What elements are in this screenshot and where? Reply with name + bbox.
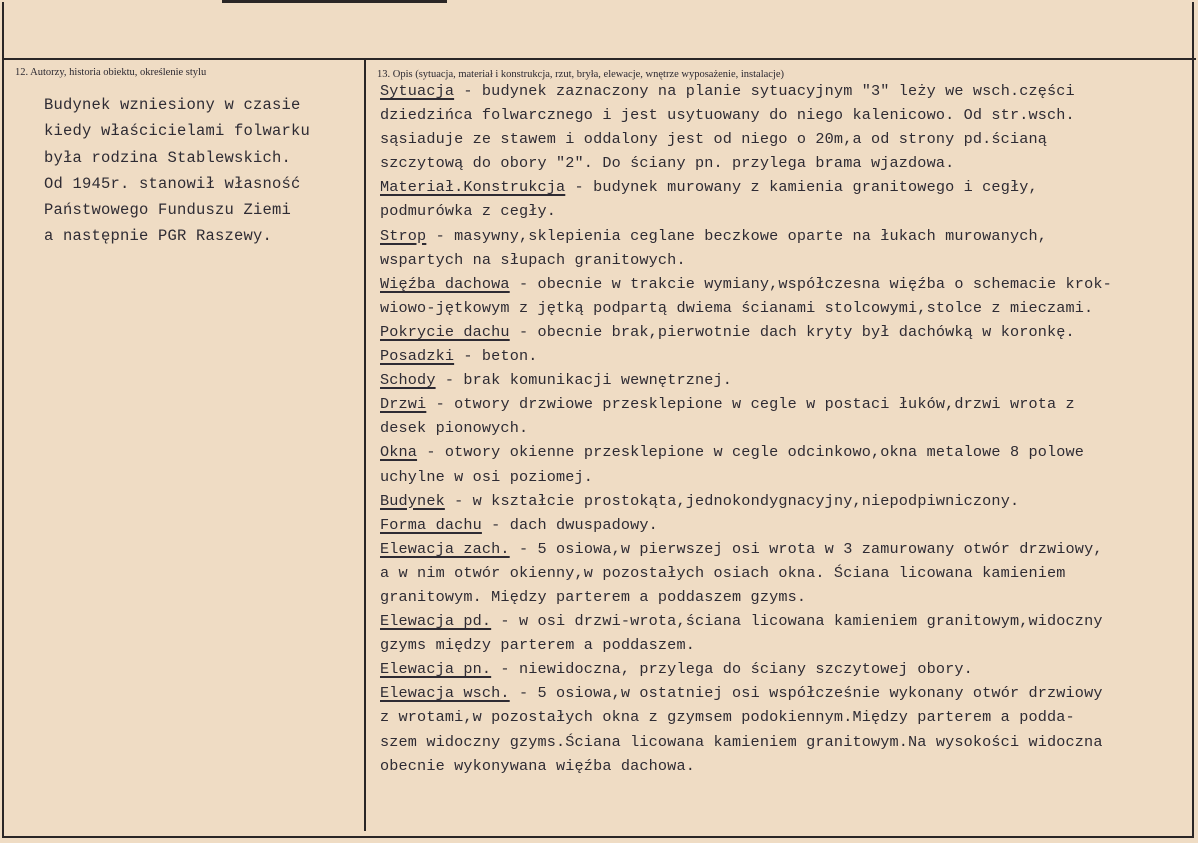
history-line: a następnie PGR Raszewy. — [44, 227, 273, 246]
entry-text: - obecnie brak,pierwotnie dach kryty był dachówką w koronkę. — [509, 322, 1075, 341]
entry-heading: Więźba dachowa — [380, 274, 510, 293]
entry-text: obecnie wykonywana więźba dachowa. — [380, 756, 695, 775]
description-line — [380, 681, 1190, 705]
description-line — [380, 657, 1190, 681]
entry-heading: Posadzki — [380, 347, 455, 366]
section-12-text — [44, 92, 354, 250]
description-entry — [380, 657, 1190, 681]
entry-text: - 5 osiowa,w ostatniej osi współcześnie wykonany otwór drzwiowy — [509, 684, 1103, 703]
description-line — [380, 465, 1190, 489]
description-line — [380, 224, 1190, 248]
entry-text: granitowym. Między parterem a poddaszem gzyms. — [380, 587, 807, 606]
entry-heading: Elewacja zach. — [380, 539, 510, 558]
description-entry — [380, 272, 1190, 320]
description-line — [380, 392, 1190, 416]
entry-text: - 5 osiowa,w pierwszej osi wrota w 3 zamurowany otwór drzwiowy, — [509, 539, 1103, 558]
description-line — [380, 127, 1190, 151]
entry-text: desek pionowych. — [380, 419, 529, 438]
entry-text: - niewidoczna, przylega do ściany szczytowej obory. — [491, 660, 973, 679]
description-line — [380, 151, 1190, 175]
description-line — [380, 440, 1190, 464]
entry-text: gzyms między parterem a poddaszem. — [380, 636, 695, 655]
description-entry — [380, 368, 1190, 392]
description-line — [380, 103, 1190, 127]
description-entry — [380, 175, 1190, 223]
entry-text: wspartych na słupach granitowych. — [380, 250, 686, 269]
description-line — [380, 730, 1190, 754]
entry-heading: Okna — [380, 443, 418, 462]
entry-heading: Drzwi — [380, 395, 427, 414]
history-line: Od 1945r. stanowił własność — [44, 174, 301, 193]
entry-text: - beton. — [454, 347, 538, 366]
description-entry — [380, 79, 1190, 175]
entry-text: sąsiaduje ze stawem i oddalony jest od niego o 20m,a od strony pd.ścianą — [380, 130, 1048, 149]
description-entry — [380, 440, 1190, 488]
entry-text: - otwory drzwiowe przesklepione w cegle w postaci łuków,drzwi wrota z — [426, 395, 1075, 414]
description-line — [380, 561, 1190, 585]
header-divider — [2, 58, 1196, 60]
entry-text: z wrotami,w pozostałych okna z gzymsem podokiennym.Między parterem a podda- — [380, 708, 1075, 727]
entry-text: wiowo-jętkowym z jętką podpartą dwiema ścianami stolcowymi,stolce z mieczami. — [380, 298, 1094, 317]
description-entry — [380, 489, 1190, 513]
description-line — [380, 416, 1190, 440]
history-line: Państwowego Funduszu Ziemi — [44, 201, 292, 220]
entry-heading: Sytuacja — [380, 82, 455, 100]
history-line: kiedy właścicielami folwarku — [44, 122, 311, 141]
description-line — [380, 272, 1190, 296]
entry-text: - brak komunikacji wewnętrznej. — [435, 371, 733, 390]
entry-text: podmurówka z cegły. — [380, 202, 557, 221]
description-line — [380, 296, 1190, 320]
entry-heading: Schody — [380, 371, 436, 390]
section-13-label: 13. Opis (sytuacja, materiał i konstrukcja, rzut, bryła, elewacje, wnętrze wyposażenie, instalacje) — [377, 69, 785, 80]
description-line — [380, 609, 1190, 633]
section-13-text — [380, 79, 1190, 778]
entry-text: - w osi drzwi-wrota,ściana licowana kamieniem granitowym,widoczny — [491, 612, 1103, 631]
entry-text: dziedzińca folwarcznego i jest usytuowany do niego kalenicowo. Od str.wsch. — [380, 106, 1075, 125]
description-entry — [380, 320, 1190, 344]
section-12-label: 12. Autorzy, historia obiektu, określenie stylu — [15, 67, 207, 78]
description-line — [380, 633, 1190, 657]
description-line — [380, 513, 1190, 537]
description-entry — [380, 224, 1190, 272]
description-line — [380, 489, 1190, 513]
description-line — [380, 585, 1190, 609]
entry-text: - budynek murowany z kamienia granitowego i cegły, — [565, 178, 1038, 197]
description-entry — [380, 681, 1190, 777]
entry-heading: Elewacja pn. — [380, 660, 492, 679]
entry-text: - otwory okienne przesklepione w cegle odcinkowo,okna metalowe 8 polowe — [417, 443, 1085, 462]
history-line: Budynek wzniesiony w czasie — [44, 96, 301, 114]
column-divider — [364, 60, 366, 831]
description-line — [380, 754, 1190, 778]
entry-text: - dach dwuspadowy. — [481, 515, 658, 534]
description-line — [380, 537, 1190, 561]
description-entry — [380, 513, 1190, 537]
description-line — [380, 368, 1190, 392]
description-entry — [380, 344, 1190, 368]
entry-heading: Elewacja pd. — [380, 612, 492, 631]
entry-heading: Forma dachu — [380, 515, 482, 534]
entry-text: uchylne w osi poziomej. — [380, 467, 594, 486]
entry-heading: Pokrycie dachu — [380, 322, 510, 341]
description-line — [380, 320, 1190, 344]
description-line — [380, 248, 1190, 272]
entry-text: - budynek zaznaczony na planie sytuacyjnym "3" leży we wsch.części — [454, 82, 1075, 100]
entry-text: - masywny,sklepienia ceglane beczkowe oparte na łukach murowanych, — [426, 226, 1048, 245]
description-line — [380, 79, 1190, 103]
entry-text: szem widoczny gzyms.Ściana licowana kamieniem granitowym.Na wysokości widoczna — [380, 732, 1103, 751]
history-line: była rodzina Stablewskich. — [44, 148, 292, 167]
entry-heading: Materiał.Konstrukcja — [380, 178, 566, 197]
entry-text: - w kształcie prostokąta,jednokondygnacyjny,niepodpiwniczony. — [444, 491, 1020, 510]
description-entry — [380, 609, 1190, 657]
entry-heading: Elewacja wsch. — [380, 684, 510, 703]
entry-heading: Budynek — [380, 491, 445, 510]
entry-text: a w nim otwór okienny,w pozostałych osiach okna. Ściana licowana kamieniem — [380, 563, 1066, 582]
entry-text: szczytową do obory "2". Do ściany pn. przylega brama wjazdowa. — [380, 154, 955, 173]
entry-heading: Strop — [380, 226, 427, 245]
description-line — [380, 199, 1190, 223]
description-entry — [380, 537, 1190, 609]
description-line — [380, 175, 1190, 199]
description-line — [380, 705, 1190, 729]
description-line — [380, 344, 1190, 368]
description-entry — [380, 392, 1190, 440]
entry-text: - obecnie w trakcie wymiany,współczesna więźba o schemacie krok- — [509, 274, 1112, 293]
